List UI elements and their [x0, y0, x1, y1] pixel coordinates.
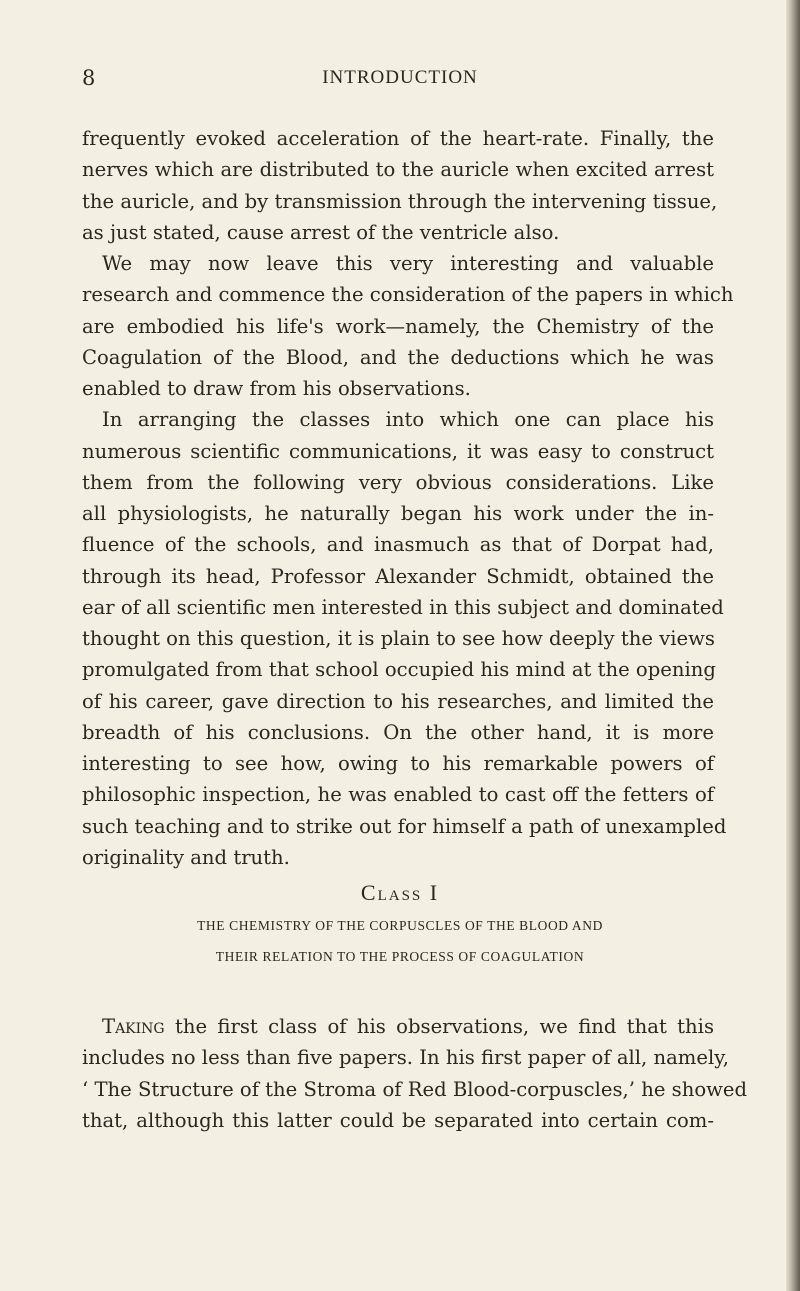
text-line: ear of all scientific men interested in this subject and dominated [82, 595, 724, 619]
text-line: of his career, gave direction to his researches, and limited the [82, 689, 714, 713]
text-line: ‘ The Structure of the Stroma of Red Blood-corpuscles,’ he showed [82, 1077, 748, 1101]
text-line: as just stated, cause arrest of the ventricle also. [82, 220, 560, 244]
section-heading [0, 876, 800, 972]
text-line: nerves which are distributed to the auricle when excited arrest [82, 158, 714, 182]
text-line: numerous scientific communications, it was easy to construct [82, 439, 714, 463]
section-title: Class I [360, 880, 440, 905]
text-line: such teaching and to strike out for himself a path of unexampled [82, 814, 727, 838]
text-line: In arranging the classes into which one can place his [102, 408, 714, 432]
text-line: enabled to draw from his observations. [82, 377, 471, 400]
text-line: We may now leave this very interesting and valuable [102, 252, 714, 275]
text-line: interesting to see how, owing to his remarkable powers of [82, 752, 714, 775]
text-line: all physiologists, he naturally began his work under the in- [82, 502, 714, 525]
text-line: Coagulation of the Blood, and the deductions which he was [82, 345, 714, 369]
text-line: includes no less than five papers. In his first paper of all, namely, [82, 1046, 729, 1070]
text-line: originality and truth. [82, 845, 290, 869]
text-line: through its head, Professor Alexander Schmidt, obtained the [82, 564, 714, 588]
text-line: fluence of the schools, and inasmuch as that of Dorpat had, [82, 533, 714, 557]
section-subtitle-line-1: THE CHEMISTRY OF THE CORPUSCLES OF THE BLOOD AND [197, 918, 603, 933]
text-line [82, 1011, 714, 1042]
body-text [82, 123, 734, 873]
page-number: 8 [82, 66, 96, 90]
section-subtitle-line-2: THEIR RELATION TO THE PROCESS OF COAGULATION [215, 949, 585, 964]
text-line: are embodied his life's work—namely, the Chemistry of the [82, 314, 714, 338]
text-line: breadth of his conclusions. On the other hand, it is more [82, 720, 714, 744]
text-line: promulgated from that school occupied his mind at the opening [82, 658, 716, 682]
text-line: that, although this latter could be separated into certain com- [82, 1108, 714, 1132]
text-line: philosophic inspection, he was enabled to cast off the fetters of [82, 783, 714, 807]
text-line: them from the following very obvious considerations. Like [82, 470, 714, 494]
text-line: thought on this question, it is plain to see how deeply the views [82, 627, 715, 650]
text-line: the auricle, and by transmission through the intervening tissue, [82, 189, 718, 213]
running-head: INTRODUCTION [322, 67, 478, 88]
section-text [82, 1011, 748, 1136]
section-first-line-rest: the first class of his observations, we find that this [164, 1015, 714, 1038]
text-line: frequently evoked acceleration of the heart-rate. Finally, the [82, 127, 714, 150]
page-header [0, 62, 800, 94]
text-line: research and commence the consideration of the papers in which [82, 283, 734, 307]
section-first-word: Taking [102, 1015, 165, 1038]
page-edge-shadow [786, 0, 800, 1291]
